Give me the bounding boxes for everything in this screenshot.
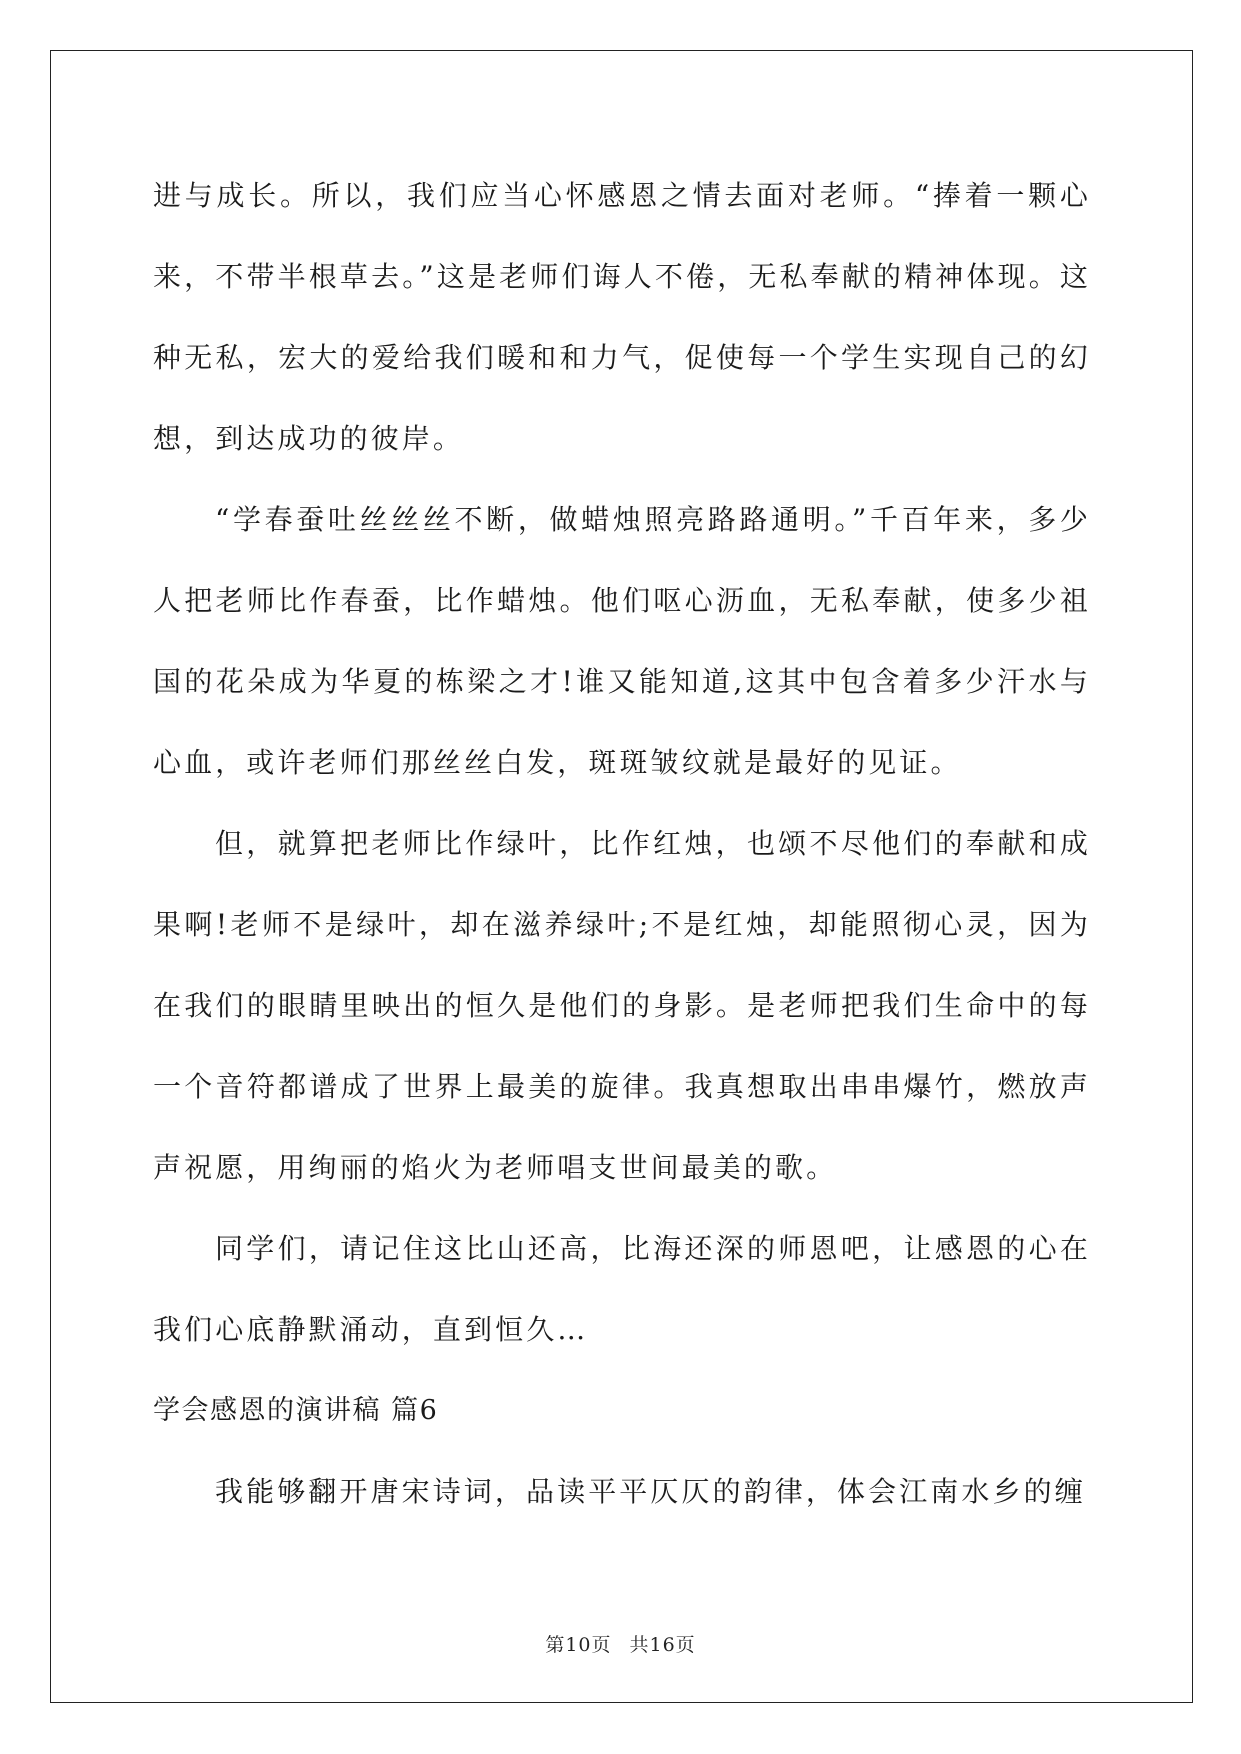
section-heading: 学会感恩的演讲稿 篇6 bbox=[153, 1395, 439, 1426]
paragraph-1: 进与成长。所以，我们应当心怀感恩之情去面对老师。“捧着一颗心来，不带半根草去。”这是老师们诲人不倦，无私奉献的精神体现。这种无私，宏大的爱给我们暖和和力气，促使每一个学生实现自己的幻想，到达成功的彼岸。 bbox=[153, 179, 1091, 455]
paragraph-3: 但，就算把老师比作绿叶，比作红烛，也颂不尽他们的奉献和成果啊!老师不是绿叶，却在滋养绿叶;不是红烛，却能照彻心灵，因为在我们的眼睛里映出的恒久是他们的身影。是老师把我们生命中的每一个音符都谱成了世界上最美的旋律。我真想取出串串爆竹，燃放声声祝愿，用绚丽的焰火为老师唱支世间最美的歌。 bbox=[153, 827, 1091, 1184]
document-body bbox=[153, 155, 1091, 1532]
paragraph-5: 我能够翻开唐宋诗词，品读平平仄仄的韵律，体会江南水乡的缠 bbox=[215, 1475, 1086, 1508]
page-number: 第10页 bbox=[545, 1634, 612, 1656]
page-footer bbox=[0, 1630, 1241, 1657]
page-total: 共16页 bbox=[629, 1634, 696, 1656]
paragraph-2: “学春蚕吐丝丝丝不断，做蜡烛照亮路路通明。”千百年来，多少人把老师比作春蚕，比作蜡烛。他们呕心沥血，无私奉献，使多少祖国的花朵成为华夏的栋梁之才!谁又能知道,这其中包含着多少汗水与心血，或许老师们那丝丝白发，斑斑皱纹就是最好的见证。 bbox=[153, 503, 1091, 779]
paragraph-4: 同学们，请记住这比山还高，比海还深的师恩吧，让感恩的心在我们心底静默涌动，直到恒久… bbox=[153, 1232, 1091, 1346]
